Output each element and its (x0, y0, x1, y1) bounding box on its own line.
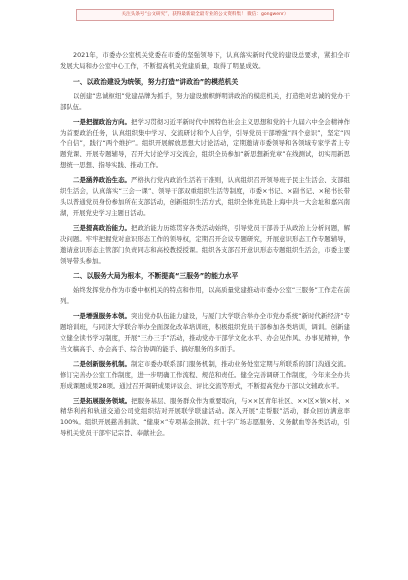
section-2-item-3 (60, 396, 350, 440)
intro-paragraph: 2021年，市委办公室机关党委在市委的坚强领导下，认真落实新时代党的建设总要求，紧扣全市发展大局和办公室中心工作，不断提高机关党建质量，取得了明显成效。 (60, 51, 350, 70)
item-body: 把政治能力历练贯穿各类活动始终，引导党员干部善于从政治上分析问题，解决问题。牢牢把握党对意识形态工作的领导权，定期召开会议专题研究，开展意识形态工作专题辅导，邀请意识形态主管部门负责同志和高校教授授课。组织各支部召开意识形态专题组织生活会，市委主要领导带头参加。 (60, 223, 351, 265)
section-1-heading: 一、以政治建设为统领，努力打造“讲政治”的模范机关 (73, 77, 239, 86)
item-title: 二是涵养政治生态。 (73, 176, 131, 185)
section-1-lead: 以创建“忠诚枢纽”党建品牌为抓手，努力建设旗帜鲜明讲政治的模范机关，打造绝对忠诚的党办干部队伍。 (60, 91, 350, 111)
document-body (60, 50, 350, 439)
item-title: 三是提高政治能力。 (73, 223, 131, 232)
item-body: 把学习贯彻习近平新时代中国特色社会主义思想和党的十九届六中全会精神作为首要政治任务，认真组织集中学习、交流研讨和个人自学，引导党员干部增强“四个意识”，坚定“四个自信”，践行“两个维护”。组织开展解放思想大讨论活动，定期邀请市委领导和各领域专家学者上专题党课、开展专题辅导，召开大讨论学习交流会，组织全员参加“新思想新党章”在线测试，切实用新思想统一思想、指导实践、推动工作。 (60, 117, 351, 170)
item-title: 三是拓展服务领域。 (73, 396, 132, 405)
section-2-item-2 (60, 359, 350, 392)
item-title: 一是增强服务本领。 (73, 312, 131, 321)
item-title: 二是创新服务机制。 (73, 359, 131, 368)
item-body: 把服务基层、服务群众作为重要取向，与××区青年社区、××区×镇×村、×精华利药和轨道交通公司党组织结对开展联学联建活动。深入开展“走帮服”活动，群众回访满意率100%。组织开展慈善捐款、“健康×”专项基金捐款、红十字广场志愿服务、义务献血等各类活动，引导机关党员干部牢记宗旨、奉献社会。 (60, 396, 350, 438)
item-title: 一是把握政治方向。 (73, 117, 131, 126)
section-1-item-1 (60, 117, 350, 172)
section-2-heading: 二、以服务大局为根本，不断提高“三服务”的能力水平 (73, 272, 239, 281)
header-banner: 关注头条号“公文研究”，获得最新最全最专业的公文资料集！ 微信：gongwenr） (76, 9, 334, 21)
item-body: 制定市委办联系部门服务机制，推动业务处室定期与所联系的部门沟通交流。修订完善办公室工作制度，进一步明确工作流程、规范和责任。健全完善调研工作制度，今年来全办共形成课题成果28项。通过召开调研成果评议会、评比交流等形式，不断提高党办干部以文辅政水平。 (60, 359, 351, 390)
section-2-lead: 始终发挥党办作为市委中枢机关的特点和作用，以高质量党建推动市委办公室“三服务”工作走在前列。 (60, 286, 350, 306)
section-2-item-1 (60, 311, 350, 355)
item-body: 严格执行党内政治生活若干准则，认真组织召开领导班子民主生活会、支部组织生活会，认真落实“三会一课”、领导干部双重组织生活等制度，市委×书记、×副书记、×秘书长带头以普通党员身份参加所在支部活动，创新组织生活方式，组织全体党员赴上海中共一大会址和嘉兴南湖，开展党史学习主题日活动。 (60, 176, 351, 217)
section-1-item-3 (60, 223, 350, 267)
item-body: 突出党办队伍能力建设，与厦门大学联合举办全市党办系统“新时代新经济”专题培训班，与同济大学联合举办全面深化改革培训班，积极组织党员干部参加各类培训，调训。创新建立健全读书学习制度，开展“三办三手”活动，推动党办干部学文化水平、办会见作风、办事见精神，争当文稿高手、办会高手、综合协调的能手、搞好服务的多面手。 (60, 312, 351, 353)
section-1-item-2 (60, 175, 350, 219)
